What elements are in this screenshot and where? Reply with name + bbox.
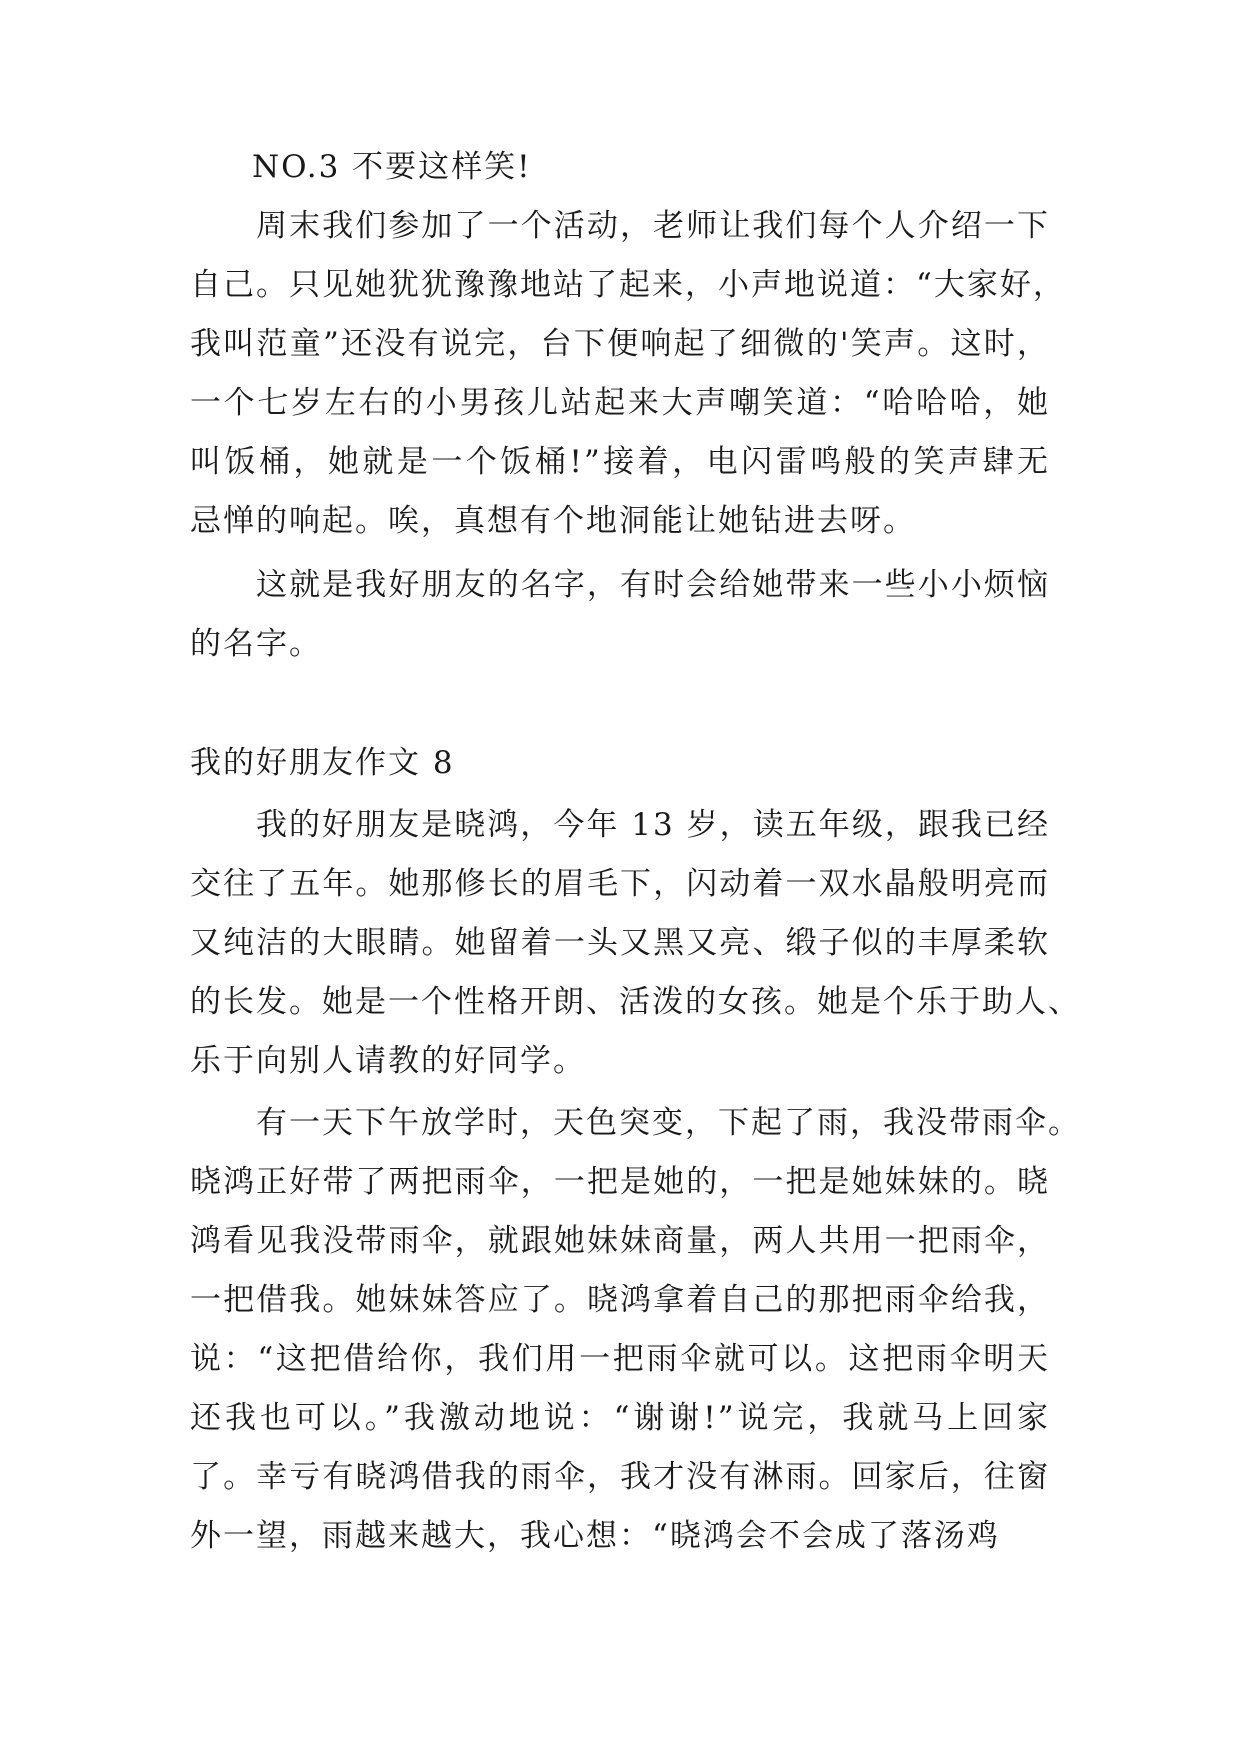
text-line: 叫饭桶，她就是一个饭桶!”接着，电闪雷鸣般的笑声肆无 <box>190 444 1050 480</box>
section-heading-essay-8: 我的好朋友作文 8 <box>190 745 455 781</box>
text-line: 我的好朋友是晓鸿，今年 13 岁，读五年级，跟我已经 <box>256 807 1050 843</box>
paragraph <box>190 796 1081 1091</box>
text-line: 一把借我。她妹妹答应了。晓鸿拿着自己的那把雨伞给我， <box>190 1282 1050 1318</box>
text-line: 自己。只见她犹犹豫豫地站了起来，小声地说道：“大家好， <box>190 267 1066 303</box>
text-line: 晓鸿正好带了两把雨伞，一把是她的，一把是她妹妹的。晓 <box>190 1164 1050 1200</box>
text-line: 交往了五年。她那修长的眉毛下，闪动着一双水晶般明亮而 <box>190 866 1050 902</box>
paragraph <box>190 1094 1081 1566</box>
text-line: 了。幸亏有晓鸿借我的雨伞，我才没有淋雨。回家后，往窗 <box>190 1459 1050 1495</box>
section-heading-no3: NO.3 不要这样笑! <box>252 149 532 185</box>
text-line: 一个七岁左右的小男孩儿站起来大声嘲笑道：“哈哈哈，她 <box>190 385 1050 421</box>
text-line: 周末我们参加了一个活动，老师让我们每个人介绍一下 <box>256 208 1050 244</box>
paragraph <box>190 197 1066 551</box>
text-line: 有一天下午放学时，天色突变，下起了雨，我没带雨伞。 <box>256 1105 1081 1141</box>
text-line: 我叫范童”还没有说完，台下便响起了细微的'笑声。这时， <box>190 326 1050 362</box>
text-line: 鸿看见我没带雨伞，就跟她妹妹商量，两人共用一把雨伞， <box>190 1223 1050 1259</box>
paragraph <box>190 556 1050 674</box>
text-line: 乐于向别人请教的好同学。 <box>190 1043 586 1079</box>
text-line: 这就是我好朋友的名字，有时会给她带来一些小小烦恼 <box>256 567 1050 603</box>
text-line: 的长发。她是一个性格开朗、活泼的女孩。她是个乐于助人、 <box>190 984 1081 1020</box>
text-line: 说：“这把借给你，我们用一把雨伞就可以。这把雨伞明天 <box>190 1341 1050 1377</box>
text-line: 又纯洁的大眼睛。她留着一头又黑又亮、缎子似的丰厚柔软 <box>190 925 1050 961</box>
text-line: 外一望，雨越来越大，我心想：“晓鸿会不会成了落汤鸡 <box>190 1518 1000 1554</box>
text-line: 还我也可以。”我激动地说：“谢谢!”说完，我就马上回家 <box>190 1400 1050 1436</box>
text-line: 忌惮的响起。唉，真想有个地洞能让她钻进去呀。 <box>190 503 916 539</box>
text-line: 的名字。 <box>190 626 322 662</box>
